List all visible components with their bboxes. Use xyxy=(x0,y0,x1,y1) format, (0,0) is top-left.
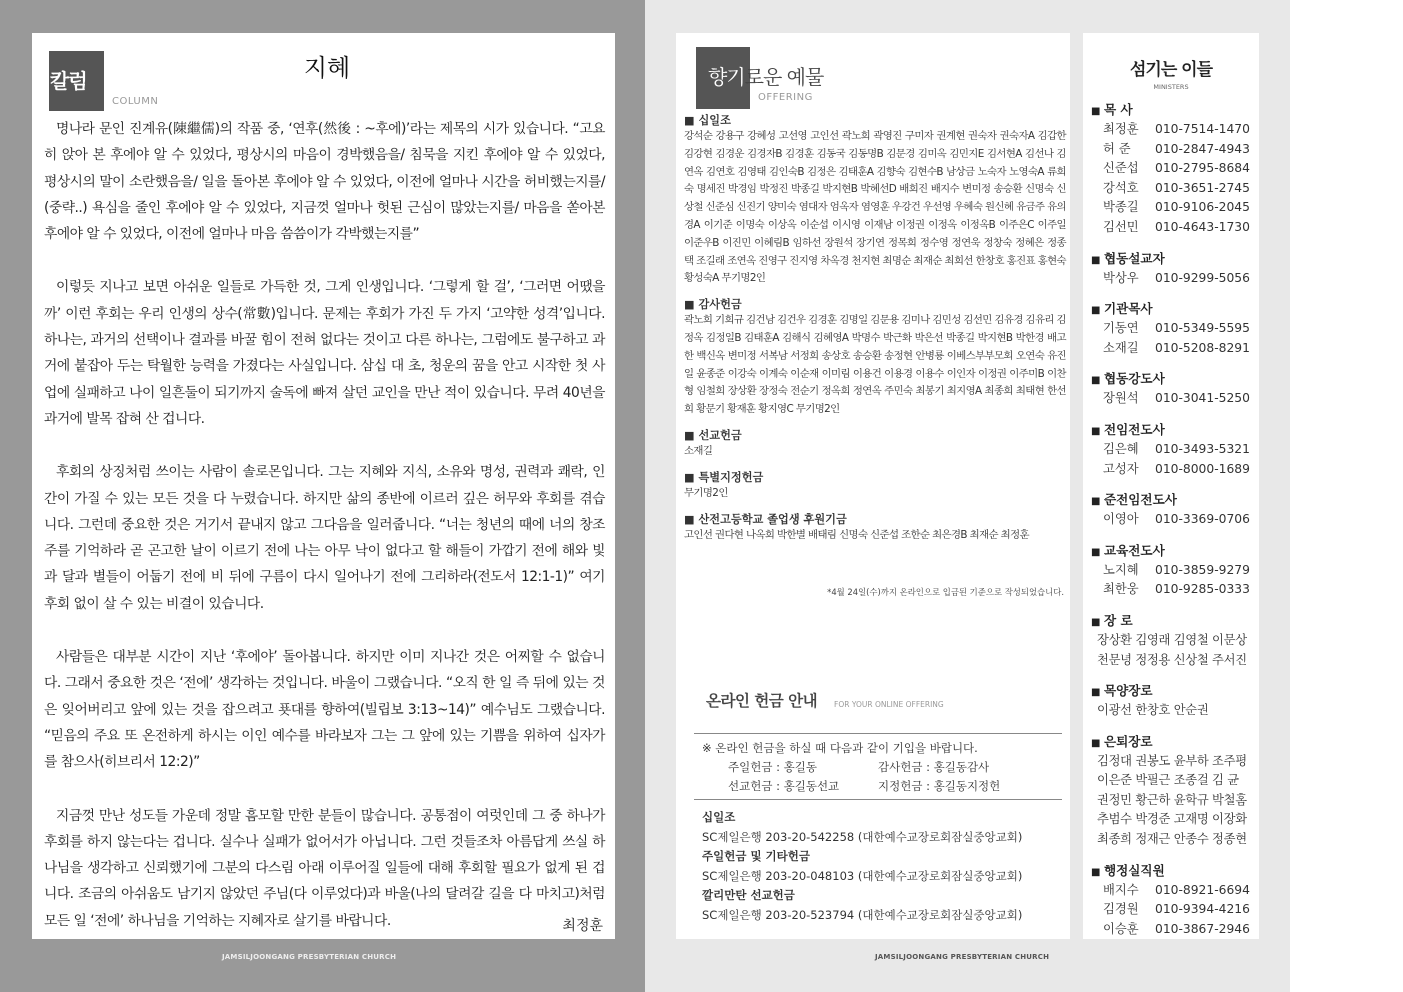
minister-phone: 010-3369-0706 xyxy=(1155,512,1250,527)
account-head: 깔리만탄 선교헌금 xyxy=(702,888,795,902)
elder-line: 천문녕 정정용 신상철 주서진 xyxy=(1097,652,1247,667)
ministers-panel xyxy=(1083,33,1259,939)
online-examples xyxy=(728,758,1048,796)
minister-row xyxy=(1091,389,1257,409)
account-list xyxy=(702,808,1022,925)
divider xyxy=(694,799,1062,800)
group-head: ■ 목양장로 xyxy=(1091,682,1257,701)
online-title: 온라인 헌금 안내 xyxy=(706,692,818,710)
section-head-mission: ■ 선교헌금 xyxy=(684,429,1066,443)
example-item: 선교헌금 : 홍길동선교 xyxy=(728,779,840,793)
minister-name: 노지혜 xyxy=(1103,562,1139,577)
section-body-special: 무기명2인 xyxy=(684,486,728,499)
account-value: SC제일은행 203-20-048103 (대한예수교장로회잠실중앙교회) xyxy=(702,868,1023,883)
group-head: ■ 전임전도사 xyxy=(1091,421,1257,440)
column-signature: 최정훈 xyxy=(562,918,603,934)
minister-group xyxy=(1091,542,1257,600)
account-head: 주일헌금 및 기타헌금 xyxy=(702,849,810,863)
minister-row xyxy=(1091,460,1257,480)
minister-phone: 010-8921-6694 xyxy=(1155,882,1250,897)
account-head: 십일조 xyxy=(702,810,736,824)
minister-name: 허 준 xyxy=(1103,141,1131,156)
group-head: ■ 교육전도사 xyxy=(1091,542,1257,561)
account-value: SC제일은행 203-20-523794 (대한예수교장로회잠실중앙교회) xyxy=(702,907,1023,922)
section-head-special: ■ 특별지정헌금 xyxy=(684,471,1066,485)
minister-row xyxy=(1091,120,1257,140)
minister-group xyxy=(1091,862,1257,940)
minister-phone: 010-3867-2946 xyxy=(1155,921,1250,936)
minister-row xyxy=(1091,339,1257,359)
section-body-mission: 소재길 xyxy=(684,444,713,457)
minister-row xyxy=(1091,198,1257,218)
minister-row xyxy=(1091,920,1257,940)
group-head: ■ 은퇴장로 xyxy=(1091,733,1257,752)
minister-name: 김선민 xyxy=(1103,219,1139,234)
minister-row xyxy=(1091,218,1257,238)
minister-phone: 010-5349-5595 xyxy=(1155,321,1250,336)
section-head-tithe: ■ 십일조 xyxy=(684,114,1066,128)
column-paragraph: 지금껏 만난 성도들 가운데 정말 흠모할 만한 분들이 많습니다. 공통점이 여럿인데 그 중 하나가 후회를 하지 않는다는 겁니다. 실수나 실패가 없어서가 아닙니다. 그런 것들조차 아름답게 쓰실 하나님을 생각하고 신뢰했기에 그분의 다스림 아래 이루어질 일들에 대해 후회할 필요가 없게 된 겁니다. 조금의 아쉬움도 남기지 않았던 주님(다 이루었다)과 바울(나의 달려갈 길을 다 마치고)처럼 모든 일 ‘전에’ 하나님을 기억하는 지혜자로 살기를 바랍니다. xyxy=(44,807,605,929)
minister-name: 김은혜 xyxy=(1103,441,1139,456)
minister-row xyxy=(1091,140,1257,160)
minister-row xyxy=(1091,179,1257,199)
minister-name: 고성자 xyxy=(1103,461,1139,476)
minister-name: 이영아 xyxy=(1103,512,1139,527)
column-body xyxy=(44,116,605,961)
minister-group xyxy=(1091,370,1257,409)
online-intro: ※ 온라인 헌금을 하실 때 다음과 같이 기입을 바랍니다. xyxy=(702,741,978,755)
ministers-title: 섬기는 이들 xyxy=(1129,60,1213,80)
column-paragraph: 명나라 문인 진계유(陳繼儒)의 작품 중, ‘연후(然後 : ~후에)’라는 제목의 시가 있습니다. “고요히 앉아 본 후에야 알 수 있었다, 평상시의 마음이 경박했음을/ 침묵을 지킨 후에야 알 수 있었다, 평상시의 말이 소란했음을/ 일을 돌아본 후에야 알 수 있었다, 이전에 얼마나 시간을 허비했는지를/ (중략..) 욕심을 줄인 후에야 알 수 있었다, 지금껏 얼마나 헛된 근심이 많았는지를/ 마음을 쏟아본 후에야 알 수 있었다, 이전에 얼마나 마음 씀씀이가 각박했는지를” xyxy=(44,121,605,243)
minister-row xyxy=(1091,319,1257,339)
offering-title: 향기로운 예물 xyxy=(708,65,824,89)
elder-line: 추범수 박경준 고재명 이장화 xyxy=(1097,812,1247,827)
minister-row xyxy=(1091,881,1257,901)
offering-panel xyxy=(676,33,1070,939)
left-footer: JAMSILJOONGANG PRESBYTERIAN CHURCH xyxy=(222,953,397,961)
minister-name: 소재길 xyxy=(1103,340,1139,355)
minister-name: 이승훈 xyxy=(1103,921,1139,936)
minister-phone: 010-3859-9279 xyxy=(1155,562,1250,577)
minister-group xyxy=(1091,491,1257,530)
column-paragraph: 후회의 상징처럼 쓰이는 사람이 솔로몬입니다. 그는 지혜와 지식, 소유와 명성, 권력과 쾌락, 인간이 가질 수 있는 모든 것을 다 누렸습니다. 하지만 삶의 종반에 이르러 깊은 허무와 후회를 겪습니다. 그런데 중요한 것은 거기서 끝내지 않고 그다음을 일러줍니다. “너는 청년의 때에 너의 창조주를 기억하라 곧 곤고한 날이 이르기 전에 나는 아무 낙이 없다고 할 해들이 가깝기 전에 해와 빛과 달과 별들이 어둡기 전에 비 뒤에 구름이 다시 일어나기 전에 그리하라(전도서 12:1-1)” 여기 후회 없이 살 수 있는 비결이 있습니다. xyxy=(44,464,605,612)
elder-line: 이광선 한창호 안순권 xyxy=(1097,703,1209,718)
minister-phone: 010-4643-1730 xyxy=(1155,219,1250,234)
group-head: ■ 장 로 xyxy=(1091,612,1257,631)
section-head-thanks: ■ 감사헌금 xyxy=(684,298,1066,312)
right-footer: JAMSILJOONGANG PRESBYTERIAN CHURCH xyxy=(875,953,1050,961)
minister-name: 장원석 xyxy=(1103,391,1139,406)
group-head: ■ 목 사 xyxy=(1091,101,1257,120)
minister-phone: 010-9106-2045 xyxy=(1155,200,1250,215)
minister-phone: 010-9394-4216 xyxy=(1155,902,1250,917)
minister-group xyxy=(1091,300,1257,358)
column-badge-sub: COLUMN xyxy=(112,96,159,107)
column-panel xyxy=(32,33,615,939)
section-head-school: ■ 산전고등학교 졸업생 후원기금 xyxy=(684,513,1066,527)
minister-row xyxy=(1091,900,1257,920)
minister-group xyxy=(1091,421,1257,479)
minister-name: 최정훈 xyxy=(1103,122,1139,136)
column-paragraph: 이렇듯 지나고 보면 아쉬운 일들로 가득한 것, 그게 인생입니다. ‘그렇게 할 걸’, ‘그러면 어땠을까’ 이런 후회는 우리 인생의 상수(常數)입니다. 문제는 후회가 가진 두 가지 ‘고약한 성격’입니다. 하나는, 과거의 선택이나 결과를 바꿀 힘이 전혀 없다는 것이고 다른 하나는, 그럼에도 불구하고 과거에 붙잡아 두는 탁월한 능력을 가졌다는 사실입니다. 삼십 대 초, 청운의 꿈을 안고 시작한 첫 사업에 실패하고 나이 일흔둘이 되기까지 술독에 빠져 살던 교인을 만난 적이 있습니다. 무려 40년을 과거에 발목 잡혀 산 겁니다. xyxy=(44,279,605,427)
group-head: ■ 기관목사 xyxy=(1091,300,1257,319)
minister-phone: 010-3041-5250 xyxy=(1155,391,1250,406)
column-title: 지혜 xyxy=(303,54,351,82)
column-badge: 칼럼 xyxy=(49,51,104,111)
minister-phone: 010-9299-5056 xyxy=(1155,270,1250,285)
minister-name: 기동연 xyxy=(1103,321,1139,336)
group-head: ■ 준전임전도사 xyxy=(1091,491,1257,510)
minister-row xyxy=(1091,510,1257,530)
minister-name: 김경원 xyxy=(1103,902,1139,917)
elder-line: 장상환 김영래 김영철 이문상 xyxy=(1097,632,1247,647)
minister-row xyxy=(1091,580,1257,600)
ministers-sub: MINISTERS xyxy=(1153,83,1189,91)
minister-phone: 010-3651-2745 xyxy=(1155,180,1250,195)
minister-row xyxy=(1091,440,1257,460)
online-sub: FOR YOUR ONLINE OFFERING xyxy=(834,700,944,709)
section-body-school: 고인선 권다현 나옥희 박한별 배태림 신명숙 신준섭 조한순 최은경B 최재순 최정훈 xyxy=(684,528,1029,541)
minister-group xyxy=(1091,250,1257,289)
minister-name: 배지수 xyxy=(1103,882,1139,897)
elder-line: 권정민 황근하 윤학규 박철홈 xyxy=(1097,792,1247,807)
divider xyxy=(694,733,1062,734)
group-head: ■ 협동강도사 xyxy=(1091,370,1257,389)
elder-line: 이은준 박필근 조종걸 김 균 xyxy=(1097,773,1239,788)
minister-row xyxy=(1091,561,1257,581)
minister-name: 최한웅 xyxy=(1103,582,1139,597)
minister-name: 신준섭 xyxy=(1103,161,1139,176)
minister-group xyxy=(1091,101,1257,238)
minister-phone: 010-8000-1689 xyxy=(1155,461,1250,476)
section-body-tithe: 강석순 강용구 강혜성 고선영 고인선 곽노희 곽영진 구미자 권계현 권숙자 권숙자A 김갑한 김강현 김경운 김경자B 김경훈 김동국 김동명B 김문경 김미옥 김민지E 김서현A 김선나 김연옥 김연호 김영태 김인숙B 김정은 김태훈A 김향숙 김현수B 남상금 노숙자 노영숙A 류희숙 명세진 박경임 박정진 박종길 박지현B 박혜선D 배희진 배지수 변미정 송승환 신명숙 신상철 신준심 신진기 양미숙 염대자 엄옥자 염영훈 우강건 우선영 우혜숙 원신혜 유금주 유의경A 이기준 이명숙 이상옥 이순섭 이시영 이재남 이정권 이정옥 이정옥B 이주은C 이주일 이준우B 이진민 이혜림B 임하선 장원석 장기연 정목희 정수영 정연욱 정창숙 정혜은 정종택 조길래 조연옥 진영구 진지영 차옥경 천지현 최명순 최재순 최희선 한창호 홍진표 홍현숙 황성숙A 무기명2인 xyxy=(684,130,1066,285)
offering-sections xyxy=(684,114,1066,554)
example-item: 감사헌금 : 홍길동감사 xyxy=(878,760,990,774)
column-paragraph: 사람들은 대부분 시간이 지난 ‘후에야’ 돌아봅니다. 하지만 이미 지나간 것은 어찌할 수 없습니다. 그래서 중요한 것은 ‘전에’ 생각하는 것입니다. 바울이 그랬습니다. “오직 한 일 즉 뒤에 있는 것은 잊어버리고 앞에 있는 것을 잡으려고 푯대를 향하여(빌립보 3:13~14)” 예수님도 그랬습니다. “믿음의 주요 또 온전하게 하시는 이인 예수를 바라보자 그는 그 앞에 있는 기쁨을 위하여 십자가를 참으사(히브리서 12:2)” xyxy=(44,649,605,771)
section-body-thanks: 곽노희 기희규 김건남 김건우 김경훈 김명일 김문용 김미나 김민성 김선민 김유경 김유리 김정옥 김정일B 김태훈A 김해식 김혜영A 박명수 박근화 박은선 박종길 박지현B 박한경 배고한 백신옥 변미정 서복남 서정희 송상호 송승환 송정현 안병룡 이베스부부모회 오연숙 유진일 윤종준 이강숙 이계숙 이순재 이미림 이용건 이용경 이용수 이인자 이정권 이주미B 이찬형 임철희 장상환 장정숙 전순기 정옥희 정연옥 주민숙 최봉기 최지영A 최종희 최태현 한선희 황문기 황재훈 황지영C 무기명2인 xyxy=(684,314,1066,416)
ministers-list xyxy=(1091,97,1257,951)
minister-name: 박상우 xyxy=(1103,270,1139,285)
minister-group xyxy=(1091,733,1257,850)
group-head: ■ 협동설교자 xyxy=(1091,250,1257,269)
minister-phone: 010-2847-4943 xyxy=(1155,141,1250,156)
example-item: 주일헌금 : 홍길동 xyxy=(728,760,817,774)
elder-line: 김정대 권봉도 윤부하 조주평 xyxy=(1097,753,1247,768)
minister-phone: 010-3493-5321 xyxy=(1155,441,1250,456)
minister-group xyxy=(1091,682,1257,721)
minister-group xyxy=(1091,612,1257,670)
minister-phone: 010-2795-8684 xyxy=(1155,161,1250,176)
minister-name: 강석호 xyxy=(1103,180,1139,195)
minister-phone: 010-9285-0333 xyxy=(1155,582,1250,597)
offering-sub: OFFERING xyxy=(758,92,813,103)
minister-phone: 010-5208-8291 xyxy=(1155,340,1250,355)
offering-note: *4월 24일(수)까지 온라인으로 입금된 기준으로 작성되었습니다. xyxy=(827,587,1064,597)
example-item: 지정헌금 : 홍길동지정헌 xyxy=(878,779,1001,793)
minister-phone: 010-7514-1470 xyxy=(1155,122,1250,136)
group-head: ■ 행정실직원 xyxy=(1091,862,1257,881)
minister-row xyxy=(1091,159,1257,179)
account-value: SC제일은행 203-20-542258 (대한예수교장로회잠실중앙교회) xyxy=(702,829,1023,844)
minister-row xyxy=(1091,269,1257,289)
elder-line: 최종희 정재근 안종수 정종현 xyxy=(1097,832,1247,847)
minister-name: 박종길 xyxy=(1103,200,1139,215)
